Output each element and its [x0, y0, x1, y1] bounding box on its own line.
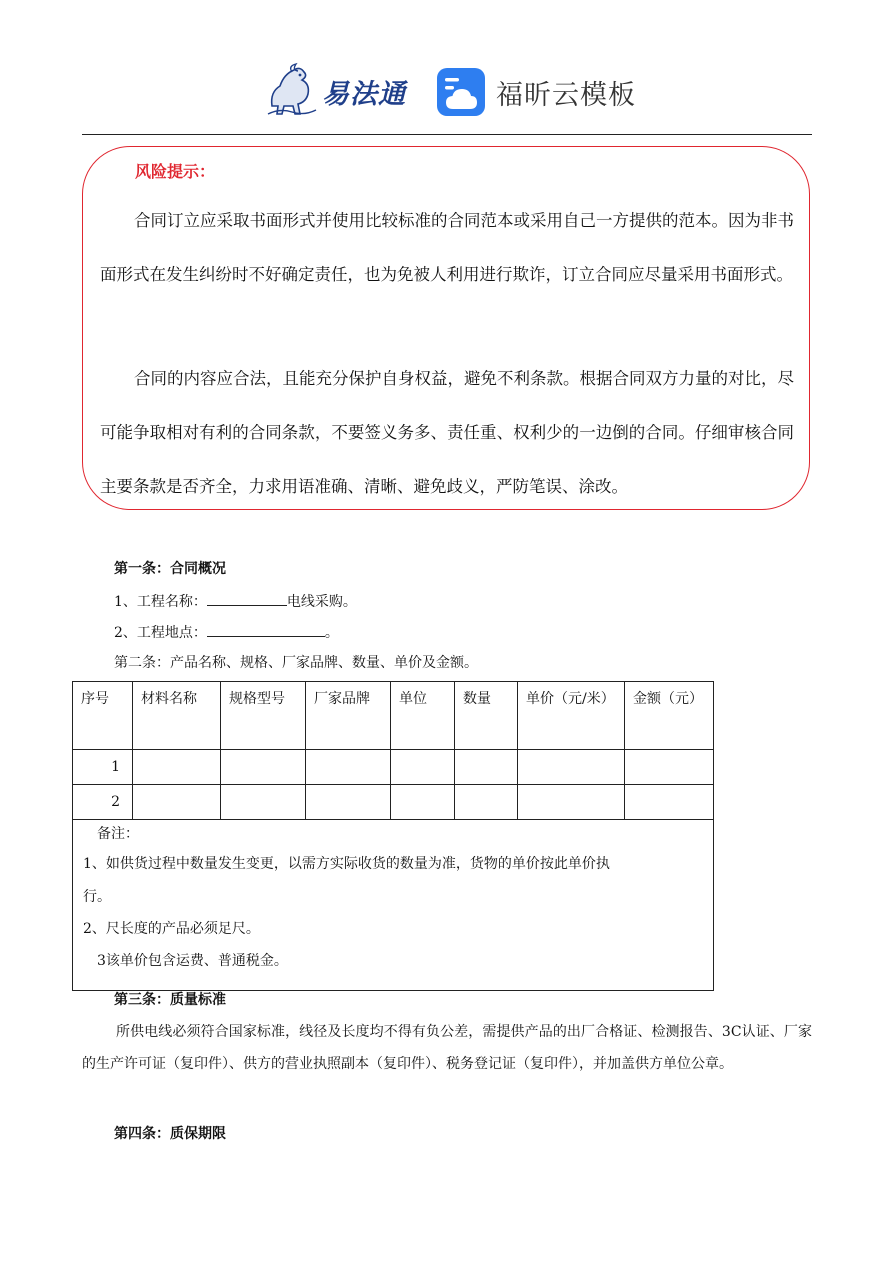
header-cell-material: 材料名称 [133, 682, 221, 750]
yifatong-logo [262, 62, 422, 120]
row-number: 1 [73, 750, 133, 785]
note-1-line-b: 行。 [83, 889, 111, 905]
project-name-suffix: 电线采购。 [286, 594, 357, 610]
article-3-body: 所供电线必须符合国家标准，线径及长度均不得有负公差，需提供产品的出厂合格证、检测报告、3C认证、厂家的生产许可证（复印件）、供方的营业执照副本（复印件）、税务登记证（复印件），并加盖供方单位公章。 [82, 1024, 812, 1072]
project-name-line [114, 593, 357, 610]
risk-paragraph-2: 合同的内容应合法，且能充分保护自身权益，避免不利条款。根据合同双方力量的对比，尽可能争取相对有利的合同条款，不要签义务多、责任重、权利少的一边倒的合同。仔细审核合同主要条款是否齐全，力求用语准确、清晰、避免歧义，严防笔误、涂改。 [100, 369, 794, 496]
notes-title: 备注： [97, 826, 139, 842]
table-cell[interactable] [133, 785, 221, 820]
table-cell[interactable] [221, 750, 306, 785]
header-cell-no: 序号 [73, 682, 133, 750]
project-location-blank[interactable] [207, 624, 325, 637]
table-cell[interactable] [391, 785, 455, 820]
table-cell[interactable] [625, 785, 714, 820]
logo-left-text: 易法通 [322, 78, 406, 110]
risk-title: 风险提示： [135, 162, 216, 181]
notes-cell [73, 820, 714, 991]
header-cell-unit: 单位 [391, 682, 455, 750]
header-divider [82, 134, 812, 135]
note-1-line-a: 1、如供货过程中数量发生变更，以需方实际收货的数量为准，货物的单价按此单价执 [83, 856, 610, 872]
table-cell[interactable] [221, 785, 306, 820]
project-location-label: 2、工程地点： [114, 625, 207, 641]
page-header [0, 0, 893, 136]
table-cell[interactable] [133, 750, 221, 785]
table-cell[interactable] [306, 750, 391, 785]
fuxin-cloud-template-logo [436, 66, 636, 118]
table-cell[interactable] [518, 785, 625, 820]
horse-icon [262, 62, 320, 120]
table-cell[interactable] [518, 750, 625, 785]
header-cell-brand: 厂家品牌 [306, 682, 391, 750]
article-3-heading: 第三条：质量标准 [114, 992, 226, 1008]
header-cell-quantity: 数量 [455, 682, 518, 750]
table-cell[interactable] [306, 785, 391, 820]
table-cell[interactable] [455, 785, 518, 820]
note-2: 2、尺长度的产品必须足尺。 [83, 921, 260, 937]
cloud-document-icon [436, 67, 486, 117]
article-2-heading: 第二条：产品名称、规格、厂家品牌、数量、单价及金额。 [114, 655, 478, 671]
notes-block [73, 820, 713, 990]
article-4-heading: 第四条：质保期限 [114, 1126, 226, 1142]
project-name-blank[interactable] [207, 593, 287, 606]
header-cell-spec: 规格型号 [221, 682, 306, 750]
table-header-row [73, 682, 714, 750]
article-1-heading: 第一条：合同概况 [114, 561, 226, 577]
table-row [73, 785, 714, 820]
project-name-label: 1、工程名称： [114, 594, 207, 610]
project-location-suffix: 。 [324, 625, 339, 641]
header-cell-amount: 金额（元） [625, 682, 714, 750]
logo-right-text: 福昕云模板 [496, 79, 636, 111]
table-cell[interactable] [455, 750, 518, 785]
project-location-line [114, 624, 339, 641]
risk-paragraph-1: 合同订立应采取书面形式并使用比较标准的合同范本或采用自己一方提供的范本。因为非书面形式在发生纠纷时不好确定责任，也为免被人利用进行欺诈，订立合同应尽量采用书面形式。 [100, 211, 794, 284]
risk-warning-box [82, 146, 810, 510]
table-cell[interactable] [625, 750, 714, 785]
product-table [72, 681, 714, 991]
table-row [73, 750, 714, 785]
row-number: 2 [73, 785, 133, 820]
table-cell[interactable] [391, 750, 455, 785]
notes-row [73, 820, 714, 991]
header-cell-unit-price: 单价（元/米） [518, 682, 625, 750]
note-3: 3该单价包含运费、普通税金。 [97, 953, 288, 969]
